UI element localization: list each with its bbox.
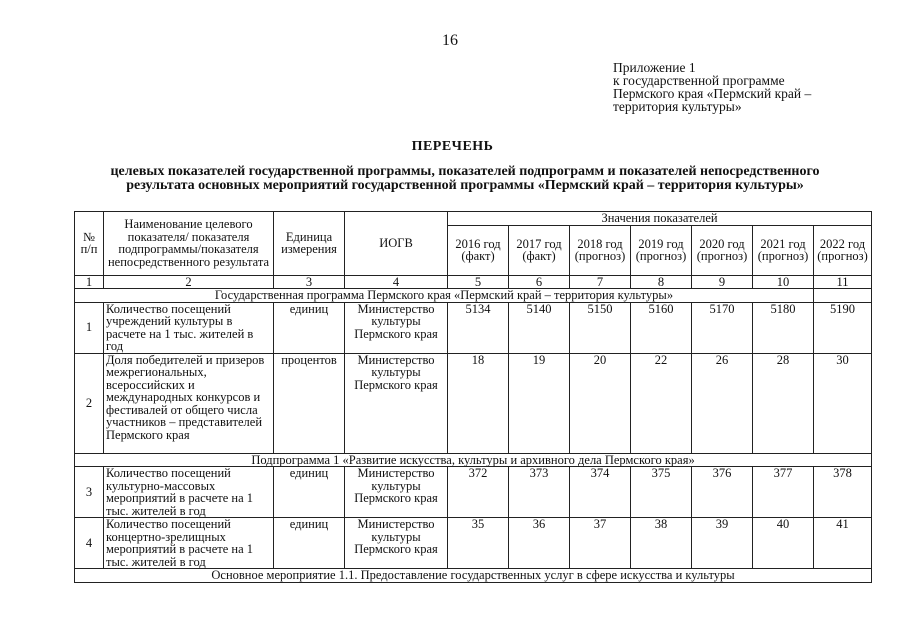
indicator-value: 35 [448, 518, 509, 569]
indicator-value: 5160 [631, 302, 692, 353]
indicator-iogv: Министерство культуры Пермского края [345, 353, 448, 453]
header-year: 2020 год (прогноз) [692, 225, 753, 275]
header-name: Наименование целевого показателя/ показателя подпрограммы/показателя непосредственного результата [104, 212, 274, 276]
column-number: 7 [570, 275, 631, 289]
section-title: Основное мероприятие 1.1. Предоставление государственных услуг в сфере искусства и культуры [75, 569, 872, 583]
indicators-table [74, 211, 872, 583]
indicator-unit: единиц [274, 518, 345, 569]
indicator-name: Количество посещений концертно-зрелищных мероприятий в расчете на 1 тыс. жителей в год [104, 518, 274, 569]
column-number: 11 [814, 275, 872, 289]
indicator-value: 30 [814, 353, 872, 453]
indicator-value: 28 [753, 353, 814, 453]
indicator-value: 40 [753, 518, 814, 569]
indicator-value: 22 [631, 353, 692, 453]
indicator-iogv: Министерство культуры Пермского края [345, 518, 448, 569]
header-year: 2018 год (прогноз) [570, 225, 631, 275]
document-title: ПЕРЕЧЕНЬ [411, 139, 494, 154]
indicator-value: 378 [814, 467, 872, 518]
table-row [75, 518, 872, 569]
indicator-value: 20 [570, 353, 631, 453]
column-number: 4 [345, 275, 448, 289]
column-number: 5 [448, 275, 509, 289]
header-unit: Единица измерения [274, 212, 345, 276]
indicator-value: 377 [753, 467, 814, 518]
indicator-value: 373 [509, 467, 570, 518]
indicator-value: 5190 [814, 302, 872, 353]
indicator-value: 374 [570, 467, 631, 518]
section-row [75, 569, 872, 583]
indicator-value: 38 [631, 518, 692, 569]
header-no: № п/п [75, 212, 104, 276]
indicator-value: 39 [692, 518, 753, 569]
indicator-unit: единиц [274, 302, 345, 353]
indicator-iogv: Министерство культуры Пермского края [345, 302, 448, 353]
indicator-value: 5150 [570, 302, 631, 353]
column-number: 8 [631, 275, 692, 289]
document-subtitle [60, 165, 870, 193]
indicator-value: 376 [692, 467, 753, 518]
header-year: 2019 год (прогноз) [631, 225, 692, 275]
appendix-note [613, 61, 893, 113]
subtitle-line: целевых показателей государственной программы, показателей подпрограмм и показателей непосредственного [110, 164, 820, 179]
indicator-value: 5180 [753, 302, 814, 353]
indicator-value: 5134 [448, 302, 509, 353]
header-year: 2016 год (факт) [448, 225, 509, 275]
indicator-name: Доля победителей и призеров межрегиональных, всероссийских и международных конкурсов и фестивалей от общего числа участников – представителей Пермского края [104, 353, 274, 453]
indicator-name: Количество посещений культурно-массовых мероприятий в расчете на 1 тыс. жителей в год [104, 467, 274, 518]
section-row [75, 453, 872, 467]
subtitle-line: результата основных мероприятий государственной программы «Пермский край – территория культуры» [126, 178, 804, 193]
column-number: 10 [753, 275, 814, 289]
section-title: Подпрограмма 1 «Развитие искусства, культуры и архивного дела Пермского края» [75, 453, 872, 467]
indicator-unit: единиц [274, 467, 345, 518]
section-empty-cell [814, 289, 872, 303]
header-row [75, 212, 872, 226]
table-row [75, 302, 872, 353]
appendix-line: Приложение 1 [613, 60, 696, 75]
appendix-line: территория культуры» [613, 99, 742, 114]
header-year: 2022 год (прогноз) [814, 225, 872, 275]
header-year: 2021 год (прогноз) [753, 225, 814, 275]
indicator-iogv: Министерство культуры Пермского края [345, 467, 448, 518]
indicator-value: 19 [509, 353, 570, 453]
column-number: 9 [692, 275, 753, 289]
row-number: 2 [75, 353, 104, 453]
column-number: 6 [509, 275, 570, 289]
indicator-value: 37 [570, 518, 631, 569]
indicator-value: 372 [448, 467, 509, 518]
header-year: 2017 год (факт) [509, 225, 570, 275]
column-number: 1 [75, 275, 104, 289]
column-numbers-row [75, 275, 872, 289]
table-row [75, 467, 872, 518]
row-number: 1 [75, 302, 104, 353]
indicator-value: 36 [509, 518, 570, 569]
section-title: Государственная программа Пермского края «Пермский край – территория культуры» [75, 289, 814, 303]
header-iogv: ИОГВ [345, 212, 448, 276]
page-number: 16 [442, 32, 458, 49]
table-row [75, 353, 872, 453]
section-row [75, 289, 872, 303]
row-number: 3 [75, 467, 104, 518]
indicator-name: Количество посещений учреждений культуры в расчете на 1 тыс. жителей в год [104, 302, 274, 353]
column-number: 3 [274, 275, 345, 289]
indicator-value: 18 [448, 353, 509, 453]
indicator-value: 5170 [692, 302, 753, 353]
indicator-value: 41 [814, 518, 872, 569]
appendix-line: к государственной программе [613, 73, 785, 88]
indicator-value: 375 [631, 467, 692, 518]
appendix-line: Пермского края «Пермский край – [613, 86, 812, 101]
column-number: 2 [104, 275, 274, 289]
header-values-group: Значения показателей [448, 212, 872, 226]
row-number: 4 [75, 518, 104, 569]
indicator-value: 5140 [509, 302, 570, 353]
indicator-value: 26 [692, 353, 753, 453]
indicator-unit: процентов [274, 353, 345, 453]
